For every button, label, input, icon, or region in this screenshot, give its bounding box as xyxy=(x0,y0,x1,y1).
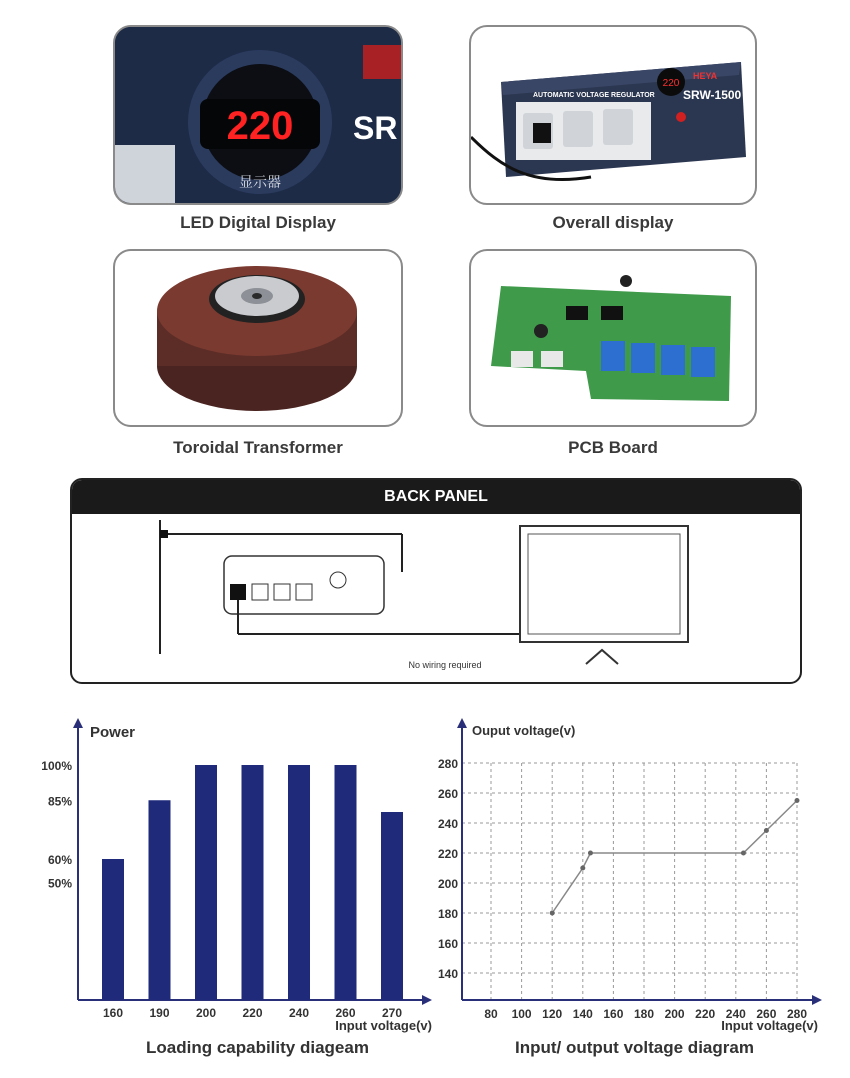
line-y-arrow xyxy=(457,718,467,728)
line-x-arrow xyxy=(812,995,822,1005)
back-panel-title: BACK PANEL xyxy=(72,480,800,514)
bar xyxy=(195,765,217,1000)
bar-x-tick: 260 xyxy=(335,1006,356,1020)
bar xyxy=(335,765,357,1000)
bar xyxy=(149,800,171,1000)
line-y-tick: 240 xyxy=(437,817,458,831)
toroid-image xyxy=(115,251,403,427)
bar-x-tick: 270 xyxy=(381,1006,403,1020)
line-y-tick: 140 xyxy=(437,967,458,981)
line-x-tick: 80 xyxy=(484,1007,498,1021)
bar xyxy=(102,859,124,1000)
back-panel-note: No wiring required xyxy=(408,660,482,670)
bar xyxy=(288,765,310,1000)
data-point xyxy=(580,866,585,871)
pcb-image xyxy=(471,251,757,427)
bar-y-tick: 50% xyxy=(47,876,72,891)
data-point xyxy=(741,851,746,856)
bar-chart-title: Loading capability diageam xyxy=(146,1038,369,1057)
data-point xyxy=(795,798,800,803)
line-x-tick: 280 xyxy=(786,1007,808,1021)
led-label: 显示器 xyxy=(239,174,281,190)
regulator-model: SRW-1500 xyxy=(683,88,742,102)
bar-x-tick: 190 xyxy=(149,1006,170,1020)
led-readout: 220 xyxy=(226,104,294,148)
line-y-label: Ouput voltage(v) xyxy=(472,723,576,738)
line-y-tick: 280 xyxy=(437,757,458,771)
led-display-image xyxy=(115,27,403,205)
line-x-tick: 240 xyxy=(725,1007,746,1021)
line-y-tick: 260 xyxy=(437,787,458,801)
bar xyxy=(381,812,403,1000)
back-panel xyxy=(70,478,802,684)
data-point xyxy=(764,828,769,833)
line-x-tick: 100 xyxy=(511,1007,532,1021)
line-y-tick: 180 xyxy=(437,907,458,921)
regulator-brand: HEYA xyxy=(693,71,718,81)
line-x-tick: 260 xyxy=(756,1007,777,1021)
line-x-tick: 160 xyxy=(603,1007,624,1021)
bar-x-tick: 160 xyxy=(102,1006,124,1020)
voltage-diagram-chart xyxy=(430,712,850,1042)
bar-x-tick: 200 xyxy=(195,1006,217,1020)
line-x-tick: 180 xyxy=(633,1007,655,1021)
bar-y-tick: 60% xyxy=(47,853,72,867)
loading-capability-chart xyxy=(0,712,440,1042)
bar-x-tick: 220 xyxy=(242,1006,263,1020)
data-point xyxy=(550,911,555,916)
led-display-card xyxy=(113,25,403,205)
bar-y-label: Power xyxy=(90,724,136,741)
overall-caption: Overall display xyxy=(552,213,674,232)
line-x-label: Input voltage(v) xyxy=(721,1018,818,1033)
line-x-tick: 220 xyxy=(695,1007,716,1021)
bar-y-arrow xyxy=(73,718,83,728)
line-chart-title: Input/ output voltage diagram xyxy=(515,1038,754,1057)
bar xyxy=(242,765,264,1000)
line-x-tick: 140 xyxy=(572,1007,593,1021)
toroidal-transformer-card xyxy=(113,249,403,427)
regulator-image xyxy=(471,27,757,205)
regulator-panel-label: AUTOMATIC VOLTAGE REGULATOR xyxy=(533,92,655,99)
line-x-tick: 120 xyxy=(542,1007,563,1021)
toroid-caption: Toroidal Transformer xyxy=(173,438,343,457)
pcb-caption: PCB Board xyxy=(568,438,658,457)
regulator-readout: 220 xyxy=(662,78,680,89)
bar-y-tick: 85% xyxy=(47,794,72,809)
bar-y-tick: 100% xyxy=(41,759,72,773)
line-y-tick: 200 xyxy=(437,877,458,891)
led-brand: SR xyxy=(353,110,398,146)
bar-x-tick: 240 xyxy=(288,1006,310,1020)
back-panel-diagram xyxy=(72,514,800,682)
led-caption: LED Digital Display xyxy=(180,213,336,232)
data-point xyxy=(588,851,593,856)
overall-display-card xyxy=(469,25,757,205)
line-y-tick: 220 xyxy=(437,847,458,861)
pcb-board-card xyxy=(469,249,757,427)
bar-x-label: Input voltage(v) xyxy=(335,1018,432,1033)
line-y-tick: 160 xyxy=(437,937,458,951)
line-x-tick: 200 xyxy=(664,1007,685,1021)
